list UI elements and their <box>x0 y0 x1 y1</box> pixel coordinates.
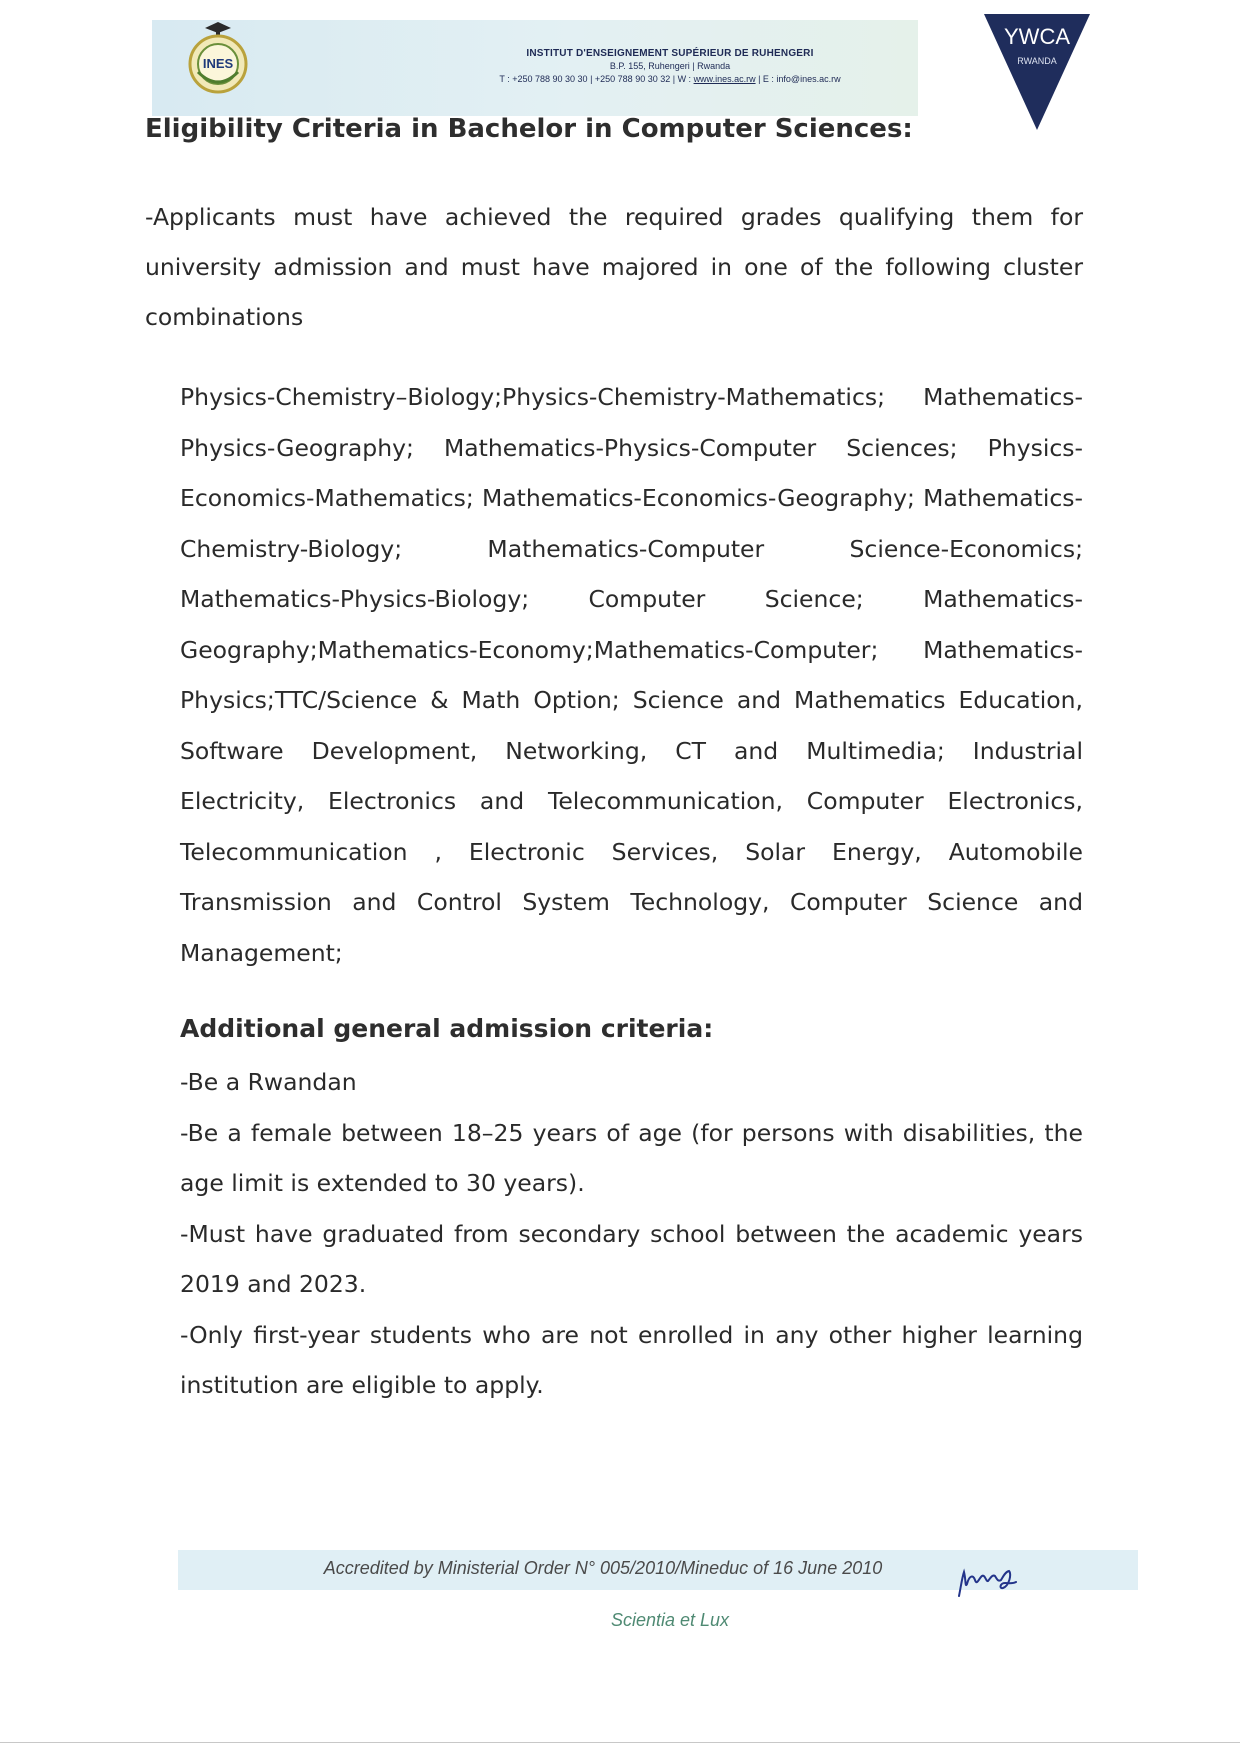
criteria-item-graduation: -Must have graduated from secondary school between the academic years 2019 and 2023. <box>180 1219 1083 1298</box>
additional-criteria-heading: Additional general admission criteria: <box>180 1014 714 1043</box>
ywca-logo-text: YWCA <box>1004 24 1070 49</box>
contact-email: | E : info@ines.ac.rw <box>755 74 841 84</box>
cluster-combinations: Physics-Chemistry–Biology;Physics-Chemistry-Mathematics; Mathematics-Physics-Geography; Mathematics-Physics-Computer Sciences; Physics-Economics-Mathematics; Mathematics-Economics-Geography; Mathematics-Chemistry-Biology; Mathematics-Computer Science-Economics; Mathematics-Physics-Biology; Computer Science; Mathematics-Geography;Mathematics-Economy;Mathematics-Computer; Mathematics-Physics;TTC/Science & Math Option; Science and Mathematics Education, Software Development, Networking, CT and Multimedia; Industrial Electricity, Electronics and Telecommunication, Computer Electronics, Telecommunication , Electronic Services, Solar Energy, Automobile Transmission and Control System Technology, Computer Science and Management; <box>180 383 1083 967</box>
website-link[interactable]: www.ines.ac.rw <box>693 74 756 84</box>
handwritten-signature <box>955 1562 1020 1598</box>
motto: Scientia et Lux <box>610 1610 730 1630</box>
institution-name: INSTITUT D'ENSEIGNEMENT SUPÉRIEUR DE RUHENGERI <box>526 48 814 59</box>
ines-logo-text: INES <box>202 56 234 71</box>
intro-paragraph: -Applicants must have achieved the required grades qualifying them for university admission and must have majored in one of the following cluster combinations <box>145 203 1083 331</box>
ywca-logo-subtext: RWANDA <box>1017 56 1057 66</box>
ywca-logo <box>984 14 1090 130</box>
ines-logo <box>185 20 251 96</box>
contact-phone: T : +250 788 90 30 30 | +250 788 90 30 32 | W : <box>499 74 694 84</box>
criteria-item-age: -Be a female between 18–25 years of age (for persons with disabilities, the age limit is extended to 30 years). <box>180 1118 1083 1197</box>
criteria-item-nationality: -Be a Rwandan <box>180 1068 357 1096</box>
institution-header <box>420 48 920 84</box>
criteria-item-enrollment: -Only first-year students who are not enrolled in any other higher learning institution are eligible to apply. <box>180 1320 1083 1399</box>
page-title: Eligibility Criteria in Bachelor in Computer Sciences: <box>145 114 913 144</box>
accreditation-note: Accredited by Ministerial Order N° 005/2010/Mineduc of 16 June 2010 <box>323 1558 883 1578</box>
criteria-list <box>180 1057 1083 1411</box>
institution-address: B.P. 155, Ruhengeri | Rwanda <box>609 61 731 71</box>
page-edge-line <box>0 1742 1240 1743</box>
institution-contact <box>420 74 920 84</box>
